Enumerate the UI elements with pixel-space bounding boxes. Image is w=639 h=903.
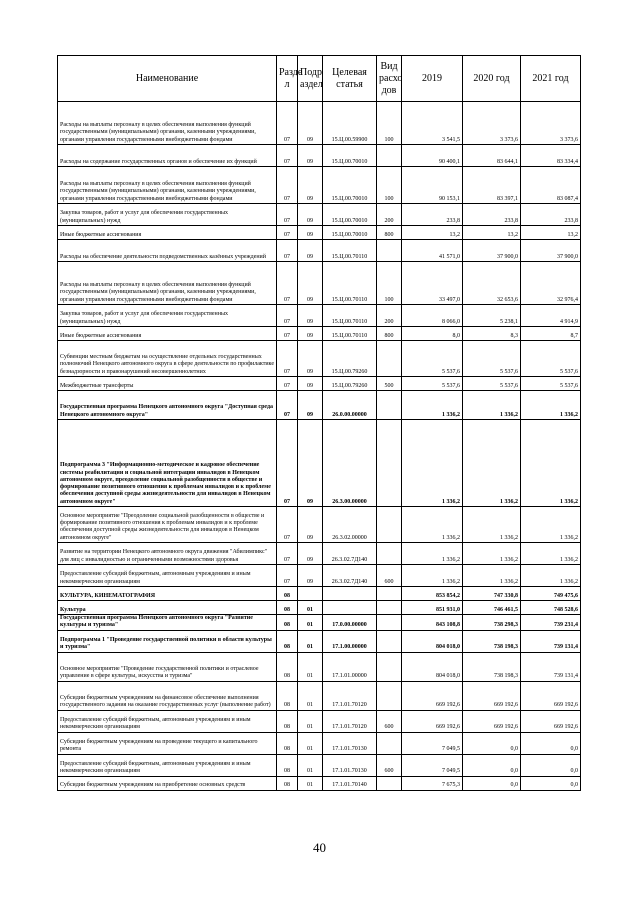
table-row — [58, 681, 581, 710]
row-article: 26.3.02.00000 — [323, 507, 377, 543]
row-vid: 500 — [377, 377, 402, 391]
row-vid — [377, 543, 402, 565]
row-article: 15.Ц.00.70110 — [323, 240, 377, 262]
row-article: 15.Ц.00.70010 — [323, 226, 377, 240]
row-vid: 200 — [377, 204, 402, 226]
row-vid: 600 — [377, 754, 402, 776]
row-value-2020: 5 537,6 — [463, 377, 521, 391]
row-name: Развитие на территории Ненецкого автономного округа движения "Абилимпикс" для лиц с инвалидностью и ограниченными возможностями здоровья — [58, 543, 277, 565]
row-value-2019: 3 541,5 — [402, 102, 463, 145]
row-razdel: 08 — [277, 587, 298, 601]
row-value-2019: 804 018,0 — [402, 630, 463, 652]
row-value-2019: 1 336,2 — [402, 543, 463, 565]
table-row — [58, 145, 581, 167]
row-name: Подпрограмма 3 "Информационно-методическое и кадровое обеспечение системы реабилитации и социальной интеграции инвалидов в Ненецком автономном округе, преодоление социальной разобщенности в обществе и формирование позитивного отношения к проблемам инвалидов и к проблеме обеспечения доступной среды жизнедеятельности для инвалидов в Ненецком автономном округе" — [58, 420, 277, 507]
row-value-2020: 3 373,6 — [463, 102, 521, 145]
row-value-2019: 13,2 — [402, 226, 463, 240]
row-vid — [377, 341, 402, 377]
row-article: 17.1.01.00000 — [323, 652, 377, 681]
row-name: Межбюджетные трансферты — [58, 377, 277, 391]
row-vid — [377, 630, 402, 652]
row-article: 15.Ц.00.70110 — [323, 327, 377, 341]
row-podrazdel: 09 — [298, 145, 323, 167]
budget-table — [57, 55, 581, 791]
row-vid — [377, 601, 402, 615]
table-body — [58, 102, 581, 791]
row-name: КУЛЬТУРА, КИНЕМАТОГРАФИЯ — [58, 587, 277, 601]
row-podrazdel: 09 — [298, 226, 323, 240]
row-razdel: 08 — [277, 710, 298, 732]
row-value-2021: 1 336,2 — [521, 391, 581, 420]
row-value-2020: 0,0 — [463, 776, 521, 790]
row-value-2021: 0,0 — [521, 754, 581, 776]
row-value-2021: 739 231,4 — [521, 615, 581, 631]
header-razdel: Разде л — [277, 56, 298, 102]
row-value-2020: 746 461,5 — [463, 601, 521, 615]
table-row — [58, 305, 581, 327]
table-row — [58, 226, 581, 240]
row-podrazdel: 01 — [298, 630, 323, 652]
row-name: Расходы на обеспечение деятельности подведомственных казённых учреждений — [58, 240, 277, 262]
row-vid — [377, 420, 402, 507]
row-value-2020: 8,3 — [463, 327, 521, 341]
row-value-2021: 739 131,4 — [521, 652, 581, 681]
table-row — [58, 240, 581, 262]
row-value-2019: 8 066,0 — [402, 305, 463, 327]
row-value-2019: 5 537,6 — [402, 377, 463, 391]
row-value-2019: 7 049,5 — [402, 754, 463, 776]
row-value-2021: 4 914,9 — [521, 305, 581, 327]
table-row — [58, 327, 581, 341]
row-value-2021: 32 976,4 — [521, 262, 581, 305]
header-podrazdel: Подр аздел — [298, 56, 323, 102]
row-razdel: 08 — [277, 754, 298, 776]
table-row — [58, 754, 581, 776]
row-name: Предоставление субсидий бюджетным, автономным учреждениям и иным некоммерческим организациям — [58, 565, 277, 587]
row-article: 26.3.00.00000 — [323, 420, 377, 507]
table-row — [58, 732, 581, 754]
table-row — [58, 543, 581, 565]
row-razdel: 07 — [277, 204, 298, 226]
row-vid: 800 — [377, 327, 402, 341]
page-number: 40 — [313, 840, 326, 855]
row-name: Основное мероприятие "Проведение государственной политики и отраслевое управление в сфере культуры, искусства и туризма" — [58, 652, 277, 681]
row-podrazdel — [298, 587, 323, 601]
row-article: 17.1.01.70130 — [323, 754, 377, 776]
row-razdel: 07 — [277, 305, 298, 327]
row-value-2019: 8,0 — [402, 327, 463, 341]
row-value-2019: 669 192,6 — [402, 710, 463, 732]
row-value-2019: 853 854,2 — [402, 587, 463, 601]
row-name: Государственная программа Ненецкого автономного округа "Развитие культуры и туризма" — [58, 615, 277, 631]
row-name: Субсидии бюджетным учреждениям на приобретение основных средств — [58, 776, 277, 790]
row-value-2019: 90 153,1 — [402, 167, 463, 204]
header-2019: 2019 — [402, 56, 463, 102]
row-razdel: 07 — [277, 102, 298, 145]
row-razdel: 07 — [277, 262, 298, 305]
row-article: 15.Ц.00.70110 — [323, 262, 377, 305]
row-value-2020: 1 336,2 — [463, 507, 521, 543]
row-value-2019: 5 537,6 — [402, 341, 463, 377]
row-razdel: 08 — [277, 776, 298, 790]
row-value-2020: 738 298,3 — [463, 615, 521, 631]
table-row — [58, 102, 581, 145]
table-row — [58, 615, 581, 631]
table-row — [58, 262, 581, 305]
row-value-2019: 41 571,0 — [402, 240, 463, 262]
row-value-2020: 669 192,6 — [463, 681, 521, 710]
row-vid — [377, 391, 402, 420]
row-value-2019: 669 192,6 — [402, 681, 463, 710]
row-value-2019: 1 336,2 — [402, 507, 463, 543]
row-article: 15.Ц.00.70010 — [323, 145, 377, 167]
row-value-2019: 90 400,1 — [402, 145, 463, 167]
row-article: 15.Ц.00.70110 — [323, 305, 377, 327]
row-podrazdel: 09 — [298, 565, 323, 587]
row-podrazdel: 09 — [298, 262, 323, 305]
row-razdel: 08 — [277, 732, 298, 754]
row-podrazdel: 01 — [298, 681, 323, 710]
row-vid — [377, 681, 402, 710]
row-razdel: 07 — [277, 377, 298, 391]
row-value-2020: 32 653,6 — [463, 262, 521, 305]
row-podrazdel: 01 — [298, 652, 323, 681]
row-value-2021: 13,2 — [521, 226, 581, 240]
row-value-2021: 233,8 — [521, 204, 581, 226]
row-vid — [377, 240, 402, 262]
row-vid — [377, 732, 402, 754]
row-value-2020: 1 336,2 — [463, 391, 521, 420]
row-article — [323, 601, 377, 615]
row-value-2020: 738 198,3 — [463, 652, 521, 681]
row-value-2020: 0,0 — [463, 732, 521, 754]
header-vid: Вид расхо дов — [377, 56, 402, 102]
table-row — [58, 377, 581, 391]
table-row — [58, 776, 581, 790]
row-vid: 100 — [377, 167, 402, 204]
row-vid — [377, 615, 402, 631]
row-podrazdel: 01 — [298, 601, 323, 615]
row-value-2019: 1 336,2 — [402, 391, 463, 420]
row-name: Предоставление субсидий бюджетным, автономным учреждениям и иным некоммерческим организациям — [58, 710, 277, 732]
row-razdel: 08 — [277, 630, 298, 652]
row-razdel: 07 — [277, 391, 298, 420]
row-value-2021: 5 537,6 — [521, 377, 581, 391]
row-value-2021: 739 131,4 — [521, 630, 581, 652]
row-name: Иные бюджетные ассигнования — [58, 327, 277, 341]
row-podrazdel: 09 — [298, 167, 323, 204]
row-vid: 800 — [377, 226, 402, 240]
row-podrazdel: 09 — [298, 507, 323, 543]
row-razdel: 07 — [277, 240, 298, 262]
row-razdel: 07 — [277, 565, 298, 587]
row-article: 26.0.00.00000 — [323, 391, 377, 420]
row-razdel: 07 — [277, 543, 298, 565]
row-name: Основное мероприятие "Преодоление социальной разобщенности в обществе и формирование позитивного отношения к проблемам инвалидов и к проблеме обеспечения доступной среды жизнедеятельности для инвалидов в Ненецком автономном округе" — [58, 507, 277, 543]
table-row — [58, 587, 581, 601]
row-article: 17.0.00.00000 — [323, 615, 377, 631]
row-value-2021: 749 475,6 — [521, 587, 581, 601]
row-name: Закупка товаров, работ и услуг для обеспечения государственных (муниципальных) нужд — [58, 305, 277, 327]
row-article: 26.3.02.7Д140 — [323, 565, 377, 587]
table-header-row — [58, 56, 581, 102]
row-vid — [377, 145, 402, 167]
row-value-2021: 0,0 — [521, 732, 581, 754]
row-value-2019: 804 018,0 — [402, 652, 463, 681]
row-value-2020: 0,0 — [463, 754, 521, 776]
row-value-2020: 1 336,2 — [463, 420, 521, 507]
row-value-2020: 233,8 — [463, 204, 521, 226]
row-value-2021: 1 336,2 — [521, 507, 581, 543]
row-vid — [377, 776, 402, 790]
table-row — [58, 652, 581, 681]
row-podrazdel: 01 — [298, 732, 323, 754]
row-razdel: 08 — [277, 601, 298, 615]
row-value-2020: 37 900,0 — [463, 240, 521, 262]
row-value-2020: 13,2 — [463, 226, 521, 240]
table-row — [58, 420, 581, 507]
header-article: Целевая статья — [323, 56, 377, 102]
row-podrazdel: 09 — [298, 341, 323, 377]
row-podrazdel: 01 — [298, 754, 323, 776]
row-razdel: 07 — [277, 420, 298, 507]
row-article: 15.Ц.00.79260 — [323, 341, 377, 377]
row-razdel: 07 — [277, 226, 298, 240]
row-podrazdel: 09 — [298, 240, 323, 262]
row-podrazdel: 01 — [298, 710, 323, 732]
header-name: Наименование — [58, 56, 277, 102]
row-value-2021: 83 087,4 — [521, 167, 581, 204]
row-value-2021: 83 334,4 — [521, 145, 581, 167]
row-value-2021: 669 192,6 — [521, 681, 581, 710]
row-value-2020: 5 537,6 — [463, 341, 521, 377]
row-razdel: 07 — [277, 145, 298, 167]
row-article: 17.1.00.00000 — [323, 630, 377, 652]
row-name: Субсидии бюджетным учреждениям на финансовое обеспечение выполнения государственного задания на оказание государственных услуг (выполнение работ) — [58, 681, 277, 710]
table-row — [58, 601, 581, 615]
row-article: 15.Ц.00.79260 — [323, 377, 377, 391]
row-vid: 600 — [377, 710, 402, 732]
row-value-2020: 83 397,1 — [463, 167, 521, 204]
row-article: 15.Ц.00.70010 — [323, 204, 377, 226]
row-value-2020: 5 238,1 — [463, 305, 521, 327]
row-value-2019: 7 675,3 — [402, 776, 463, 790]
row-vid: 100 — [377, 262, 402, 305]
row-razdel: 07 — [277, 327, 298, 341]
row-value-2020: 1 336,2 — [463, 565, 521, 587]
row-value-2019: 1 336,2 — [402, 565, 463, 587]
row-vid — [377, 652, 402, 681]
row-name: Расходы на выплаты персоналу в целях обеспечения выполнения функций государственными (муниципальными) органами, казенными учреждениями, органами управления государственными внебюджетными фондами — [58, 102, 277, 145]
row-value-2021: 0,0 — [521, 776, 581, 790]
row-value-2021: 1 336,2 — [521, 543, 581, 565]
row-name: Расходы на содержание государственных органов и обеспечение их функций — [58, 145, 277, 167]
row-vid: 600 — [377, 565, 402, 587]
row-name: Расходы на выплаты персоналу в целях обеспечения выполнения функций государственными (муниципальными) органами, казенными учреждениями, органами управления государственными внебюджетными фондами — [58, 262, 277, 305]
row-podrazdel: 09 — [298, 420, 323, 507]
row-podrazdel: 09 — [298, 102, 323, 145]
row-vid: 100 — [377, 102, 402, 145]
row-name: Подпрограмма 1 "Проведение государственной политики в области культуры и туризма" — [58, 630, 277, 652]
row-value-2020: 669 192,6 — [463, 710, 521, 732]
table-row — [58, 565, 581, 587]
row-article: 17.1.01.70140 — [323, 776, 377, 790]
row-name: Иные бюджетные ассигнования — [58, 226, 277, 240]
table-row — [58, 204, 581, 226]
row-razdel: 07 — [277, 507, 298, 543]
row-razdel: 08 — [277, 615, 298, 631]
row-name: Культура — [58, 601, 277, 615]
row-vid — [377, 507, 402, 543]
row-name: Закупка товаров, работ и услуг для обеспечения государственных (муниципальных) нужд — [58, 204, 277, 226]
table-row — [58, 507, 581, 543]
row-podrazdel: 09 — [298, 204, 323, 226]
row-razdel: 07 — [277, 341, 298, 377]
row-razdel: 08 — [277, 681, 298, 710]
row-value-2019: 843 108,8 — [402, 615, 463, 631]
row-value-2021: 5 537,6 — [521, 341, 581, 377]
table-row — [58, 630, 581, 652]
row-podrazdel: 09 — [298, 377, 323, 391]
row-article: 17.1.01.70130 — [323, 732, 377, 754]
row-value-2021: 8,7 — [521, 327, 581, 341]
header-2020: 2020 год — [463, 56, 521, 102]
row-razdel: 07 — [277, 167, 298, 204]
row-value-2021: 669 192,6 — [521, 710, 581, 732]
row-value-2019: 1 336,2 — [402, 420, 463, 507]
row-value-2020: 1 336,2 — [463, 543, 521, 565]
row-value-2021: 37 900,0 — [521, 240, 581, 262]
row-name: Субвенции местным бюджетам на осуществление отдельных государственных полномочий Ненецкого автономного округа в сфере деятельности по профилактике безнадзорности и правонарушений несовершеннолетних — [58, 341, 277, 377]
row-article: 17.1.01.70120 — [323, 710, 377, 732]
row-podrazdel: 01 — [298, 615, 323, 631]
row-vid — [377, 587, 402, 601]
row-name: Расходы на выплаты персоналу в целях обеспечения выполнения функций государственными (муниципальными) органами, казенными учреждениями, органами управления государственными внебюджетными фондами — [58, 167, 277, 204]
row-value-2021: 748 528,6 — [521, 601, 581, 615]
row-podrazdel: 09 — [298, 327, 323, 341]
table-row — [58, 167, 581, 204]
row-article: 17.1.01.70120 — [323, 681, 377, 710]
row-article: 15.Ц.00.59900 — [323, 102, 377, 145]
header-2021: 2021 год — [521, 56, 581, 102]
row-value-2020: 747 330,8 — [463, 587, 521, 601]
row-article: 26.3.02.7Д140 — [323, 543, 377, 565]
row-razdel: 08 — [277, 652, 298, 681]
row-podrazdel: 01 — [298, 776, 323, 790]
row-podrazdel: 09 — [298, 543, 323, 565]
row-value-2019: 233,8 — [402, 204, 463, 226]
row-name: Государственная программа Ненецкого автономного округа "Доступная среда Ненецкого автономного округа" — [58, 391, 277, 420]
row-value-2021: 1 336,2 — [521, 565, 581, 587]
table-row — [58, 391, 581, 420]
row-value-2021: 3 373,6 — [521, 102, 581, 145]
row-value-2020: 83 644,1 — [463, 145, 521, 167]
table-row — [58, 341, 581, 377]
row-value-2020: 738 198,3 — [463, 630, 521, 652]
table-row — [58, 710, 581, 732]
row-name: Субсидии бюджетным учреждениям на проведение текущего и капитального ремонта — [58, 732, 277, 754]
row-value-2021: 1 336,2 — [521, 420, 581, 507]
row-podrazdel: 09 — [298, 305, 323, 327]
row-value-2019: 851 931,0 — [402, 601, 463, 615]
row-name: Предоставление субсидий бюджетным, автономным учреждениям и иным некоммерческим организациям — [58, 754, 277, 776]
row-vid: 200 — [377, 305, 402, 327]
row-article — [323, 587, 377, 601]
row-value-2019: 33 497,0 — [402, 262, 463, 305]
row-article: 15.Ц.00.70010 — [323, 167, 377, 204]
row-podrazdel: 09 — [298, 391, 323, 420]
row-value-2019: 7 049,5 — [402, 732, 463, 754]
